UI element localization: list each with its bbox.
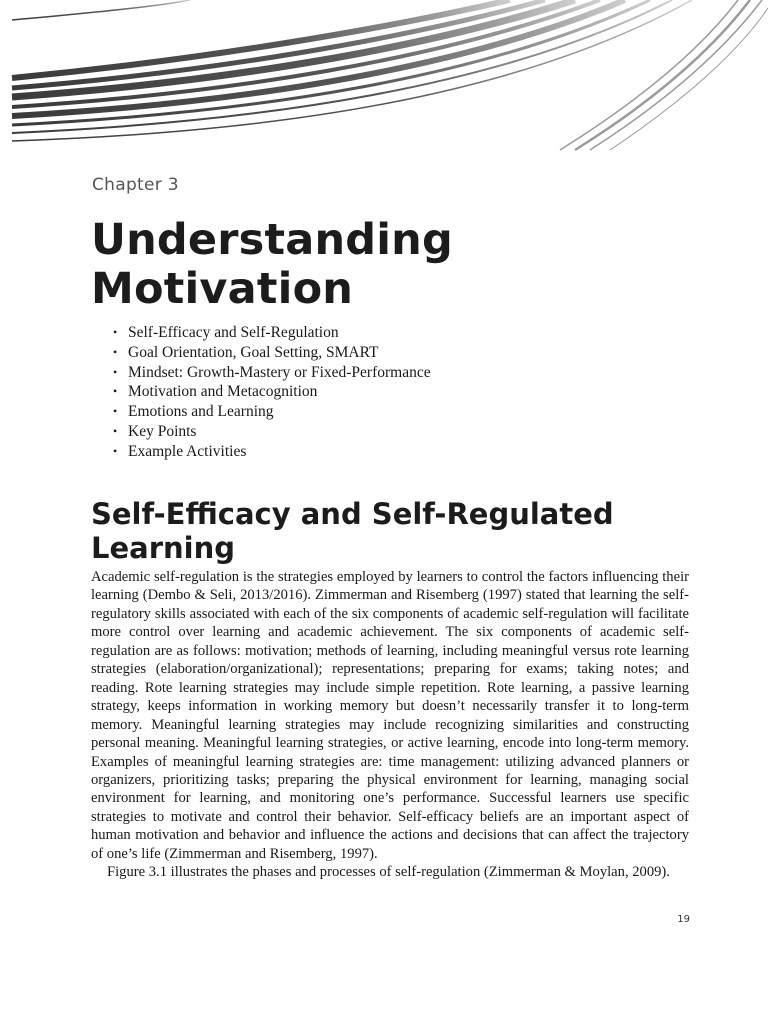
body-paragraph-2: Figure 3.1 illustrates the phases and processes of self-regulation (Zimmerman & Moylan, 2009). [107,864,670,880]
chapter-title [91,216,491,314]
decorative-swoosh-graphic [0,0,768,160]
outline-item: • Self-Efficacy and Self-Regulation [110,323,431,343]
chapter-outline-list [110,323,431,462]
outline-item: • Emotions and Learning [110,402,431,422]
outline-item: • Mindset: Growth-Mastery or Fixed-Performance [110,363,431,383]
outline-item: • Goal Orientation, Goal Setting, SMART [110,343,431,363]
outline-item: • Motivation and Metacognition [110,382,431,402]
section-heading: Self-Efficacy and Self-Regulated Learning [91,497,614,565]
outline-item: • Example Activities [110,442,431,462]
chapter-title-text: Understanding Motivation [91,215,453,314]
page-number: 19 [677,914,690,925]
chapter-label: Chapter 3 [92,175,179,195]
body-paragraph-1: Academic self-regulation is the strategies employed by learners to control the factors influencing their learning (Dembo & Seli, 2013/2016). Zimmerman and Risemberg (1997) stated that learning the self-regulatory skills associated with each of the six components of academic self-regulation will facilitate more control over learning and academic achievement. The six components of academic self-regulation are as follows: motivation; methods of learning, including meaningful versus rote learning strategies (elaboration/organizational); representations; preparing for exams; taking notes; and reading. Rote learning strategies may include simple repetition. Rote learning, a passive learning strategy, keeps information in working memory but doesn’t necessarily transfer it to long-term memory. Meaningful learning strategies may include recognizing similarities and constructing personal meaning. Meaningful learning strategies, or active learning, encode into long-term memory. Examples of meaningful learning strategies are: time management: utilizing advanced planners or organizers, prioritizing tasks; preparing the physical environment for learning, managing social environment for learning, and monitoring one’s performance. Successful learners use specific strategies to motivate and control their behavior. Self-efficacy beliefs are an important aspect of human motivation and behavior and influence the actions and decisions that can affect the trajectory of one’s life (Zimmerman and Risemberg, 1997). [91,569,689,862]
outline-item: • Key Points [110,422,431,442]
